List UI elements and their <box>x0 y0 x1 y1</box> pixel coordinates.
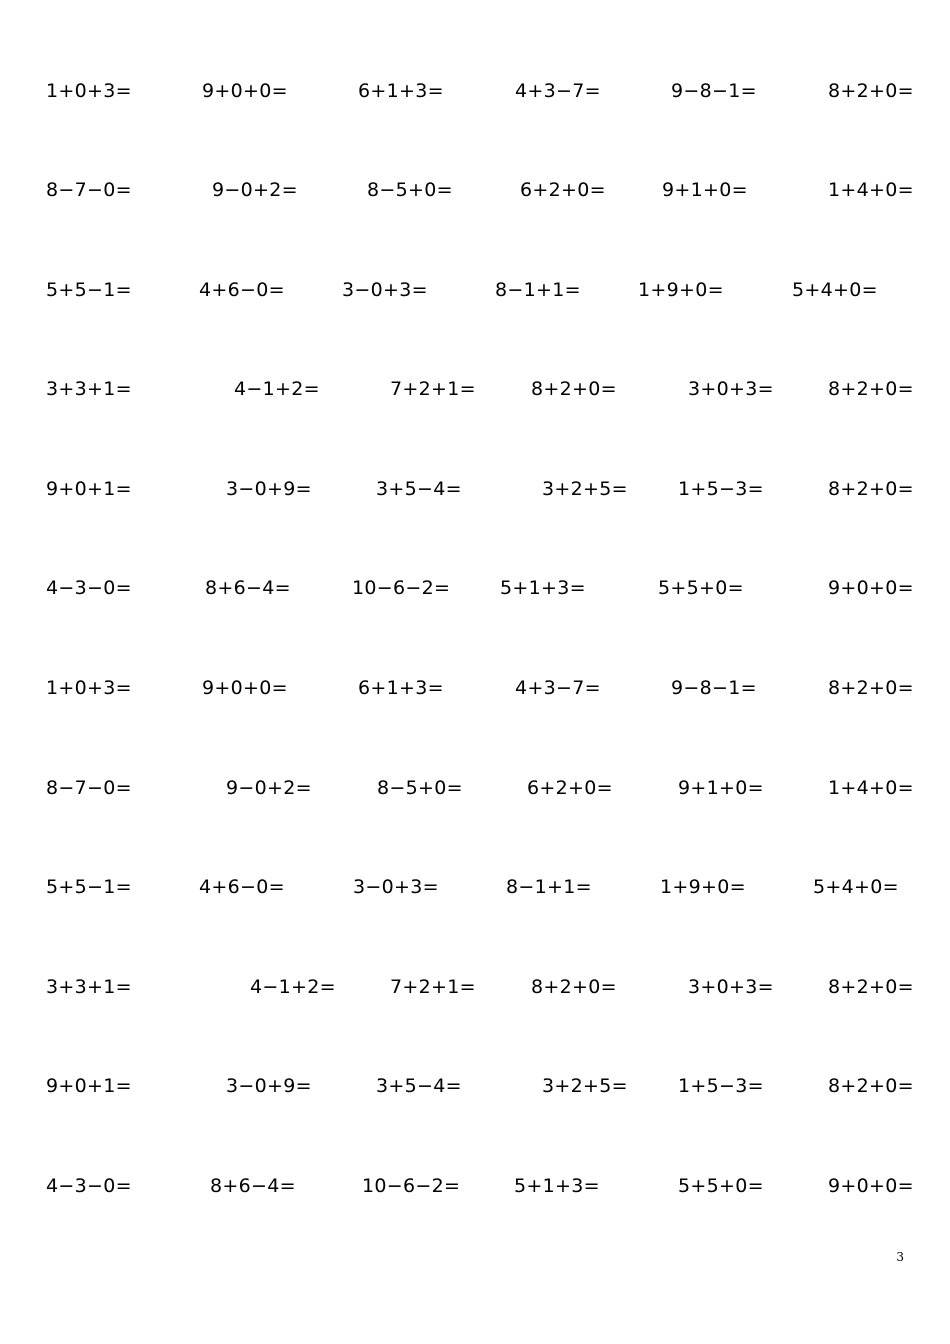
math-problem: 1+9+0= <box>638 279 724 301</box>
math-problem: 7+2+1= <box>390 378 476 400</box>
math-problem: 10−6−2= <box>362 1175 461 1197</box>
math-problem: 8−7−0= <box>46 179 132 201</box>
math-problem: 3+3+1= <box>46 378 132 400</box>
math-problem: 3+3+1= <box>46 976 132 998</box>
math-problem: 5+5−1= <box>46 876 132 898</box>
math-problem: 4+6−0= <box>199 279 285 301</box>
math-problem: 8+6−4= <box>210 1175 296 1197</box>
math-problem: 6+1+3= <box>358 677 444 699</box>
math-problem: 1+4+0= <box>828 777 914 799</box>
math-problem: 4+3−7= <box>515 677 601 699</box>
math-problem: 3−0+3= <box>342 279 428 301</box>
math-problem: 8+6−4= <box>205 577 291 599</box>
math-problem: 1+5−3= <box>678 1075 764 1097</box>
math-problem: 9−8−1= <box>671 80 757 102</box>
math-problem: 3+5−4= <box>376 478 462 500</box>
math-problem: 8+2+0= <box>828 478 914 500</box>
math-problem: 6+2+0= <box>527 777 613 799</box>
math-problem: 9+0+0= <box>828 577 914 599</box>
math-problem: 8−1+1= <box>495 279 581 301</box>
math-problem: 8−7−0= <box>46 777 132 799</box>
math-problem: 9−0+2= <box>226 777 312 799</box>
math-problem: 3+5−4= <box>376 1075 462 1097</box>
math-problem: 1+5−3= <box>678 478 764 500</box>
math-problem: 4−3−0= <box>46 1175 132 1197</box>
math-problem: 3+2+5= <box>542 1075 628 1097</box>
math-problem: 3−0+9= <box>226 1075 312 1097</box>
math-problem: 3−0+3= <box>353 876 439 898</box>
math-problem: 5+4+0= <box>813 876 899 898</box>
math-problem: 6+1+3= <box>358 80 444 102</box>
math-problem: 10−6−2= <box>352 577 451 599</box>
math-problem: 5+5+0= <box>678 1175 764 1197</box>
math-problem: 3−0+9= <box>226 478 312 500</box>
math-problem: 1+0+3= <box>46 677 132 699</box>
math-problem: 6+2+0= <box>520 179 606 201</box>
math-problem: 8−1+1= <box>506 876 592 898</box>
math-problem: 4−1+2= <box>250 976 336 998</box>
math-problem: 8+2+0= <box>828 80 914 102</box>
math-problem: 8−5+0= <box>367 179 453 201</box>
math-problem: 9−0+2= <box>212 179 298 201</box>
math-problem: 3+0+3= <box>688 378 774 400</box>
math-problem: 5+5−1= <box>46 279 132 301</box>
math-problem: 1+4+0= <box>828 179 914 201</box>
math-problem: 9+0+1= <box>46 1075 132 1097</box>
math-problem: 8+2+0= <box>828 1075 914 1097</box>
math-problem: 4−1+2= <box>234 378 320 400</box>
math-problem: 8+2+0= <box>828 378 914 400</box>
math-problem: 8+2+0= <box>531 378 617 400</box>
math-problem: 5+5+0= <box>658 577 744 599</box>
math-problem: 9+0+1= <box>46 478 132 500</box>
math-problem: 5+1+3= <box>514 1175 600 1197</box>
math-problem: 4+3−7= <box>515 80 601 102</box>
math-problem: 4−3−0= <box>46 577 132 599</box>
math-problem: 5+4+0= <box>792 279 878 301</box>
math-problem: 4+6−0= <box>199 876 285 898</box>
math-problem: 8+2+0= <box>828 677 914 699</box>
math-problem: 1+9+0= <box>660 876 746 898</box>
math-problem: 9+0+0= <box>202 80 288 102</box>
math-problem: 8+2+0= <box>531 976 617 998</box>
math-problem: 3+0+3= <box>688 976 774 998</box>
math-problem: 5+1+3= <box>500 577 586 599</box>
math-problem: 3+2+5= <box>542 478 628 500</box>
math-problem: 9+1+0= <box>678 777 764 799</box>
page-number: 3 <box>896 1250 904 1264</box>
math-problem: 9+1+0= <box>662 179 748 201</box>
math-problem: 8−5+0= <box>377 777 463 799</box>
math-problem: 7+2+1= <box>390 976 476 998</box>
math-problem: 1+0+3= <box>46 80 132 102</box>
math-problem: 9+0+0= <box>828 1175 914 1197</box>
math-problem: 9−8−1= <box>671 677 757 699</box>
math-problem: 9+0+0= <box>202 677 288 699</box>
math-problem: 8+2+0= <box>828 976 914 998</box>
